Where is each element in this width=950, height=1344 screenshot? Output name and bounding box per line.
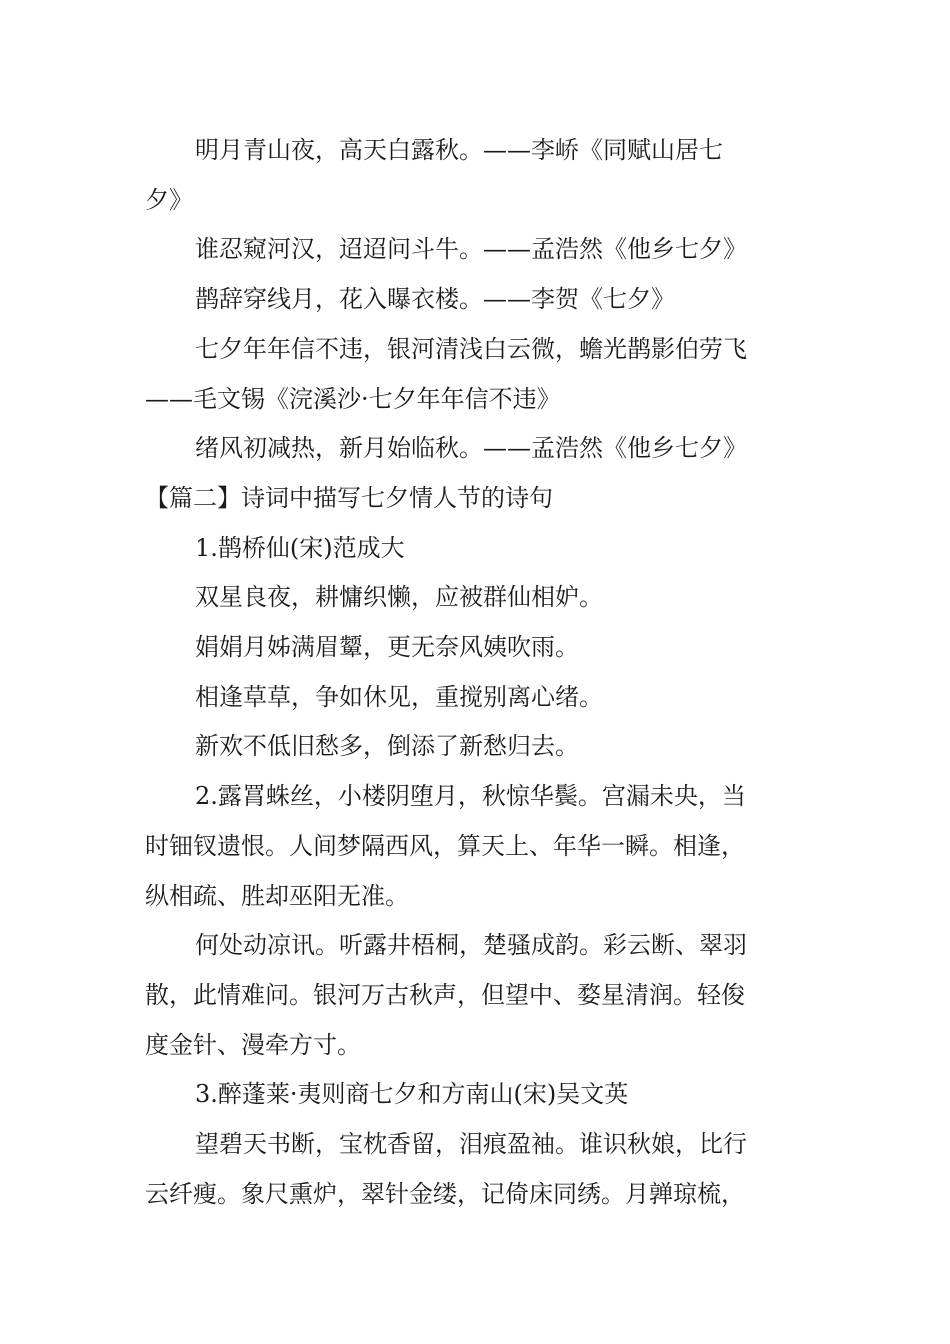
paragraph [145,573,810,623]
paragraph [145,225,810,275]
text-line: 新欢不低旧愁多，倒添了新愁归去。 [195,732,579,761]
paragraph [145,424,810,474]
paragraph [145,921,810,1070]
text-line: 2.露罥蛛丝，小楼阴堕月，秋惊华鬓。宫漏未央，当 [195,782,746,811]
text-line: 1.鹊桥仙(宋)范成大 [195,533,405,562]
text-line: 纵相疏、胜却巫阳无准。 [145,881,409,910]
document-body [145,126,810,1219]
paragraph [145,126,810,225]
paragraph [145,524,810,574]
paragraph [145,1120,810,1219]
text-line: 绪风初减热，新月始临秋。——孟浩然《他乡七夕》 [195,434,747,463]
text-line: 散，此情难问。银河万古秋声，但望中、婺星清润。轻俊 [145,980,745,1009]
paragraph [145,722,810,772]
paragraph [145,275,810,325]
section-heading [145,474,810,524]
text-line: 度金针、漫牵方寸。 [145,1030,361,1059]
text-line: 相逢草草，争如休见，重搅别离心绪。 [195,682,603,711]
text-line: 3.醉蓬莱·夷则商七夕和方南山(宋)吴文英 [195,1080,629,1109]
text-line: 夕》 [145,185,193,214]
text-line: 双星良夜，耕慵织懒，应被群仙相妒。 [195,583,603,612]
text-line: 谁忍窥河汉，迢迢问斗牛。——孟浩然《他乡七夕》 [195,235,747,264]
text-line: 七夕年年信不违，银河清浅白云微，蟾光鹊影伯劳飞 [195,334,747,363]
text-line: 云纤瘦。象尺熏炉，翠针金缕，记倚床同绣。月亸琼梳， [145,1179,745,1208]
paragraph [145,1070,810,1120]
text-line: 望碧天书断，宝枕香留，泪痕盈袖。谁识秋娘，比行 [195,1130,747,1159]
text-line: ——毛文锡《浣溪沙·七夕年年信不违》 [145,384,561,413]
paragraph [145,673,810,723]
paragraph [145,772,810,921]
text-line: 鹊辞穿线月，花入曝衣楼。——李贺《七夕》 [195,285,675,314]
paragraph [145,325,810,424]
text-line: 何处动凉讯。听露井梧桐，楚骚成韵。彩云断、翠羽 [195,931,747,960]
text-line: 娟娟月姊满眉颦，更无奈风姨吹雨。 [195,633,579,662]
text-line: 明月青山夜，高天白露秋。——李峤《同赋山居七 [195,136,723,164]
paragraph [145,623,810,673]
text-line: 【篇二】诗词中描写七夕情人节的诗句 [145,483,553,512]
text-line: 时钿钗遗恨。人间梦隔西风，算天上、年华一瞬。相逢， [145,831,745,860]
